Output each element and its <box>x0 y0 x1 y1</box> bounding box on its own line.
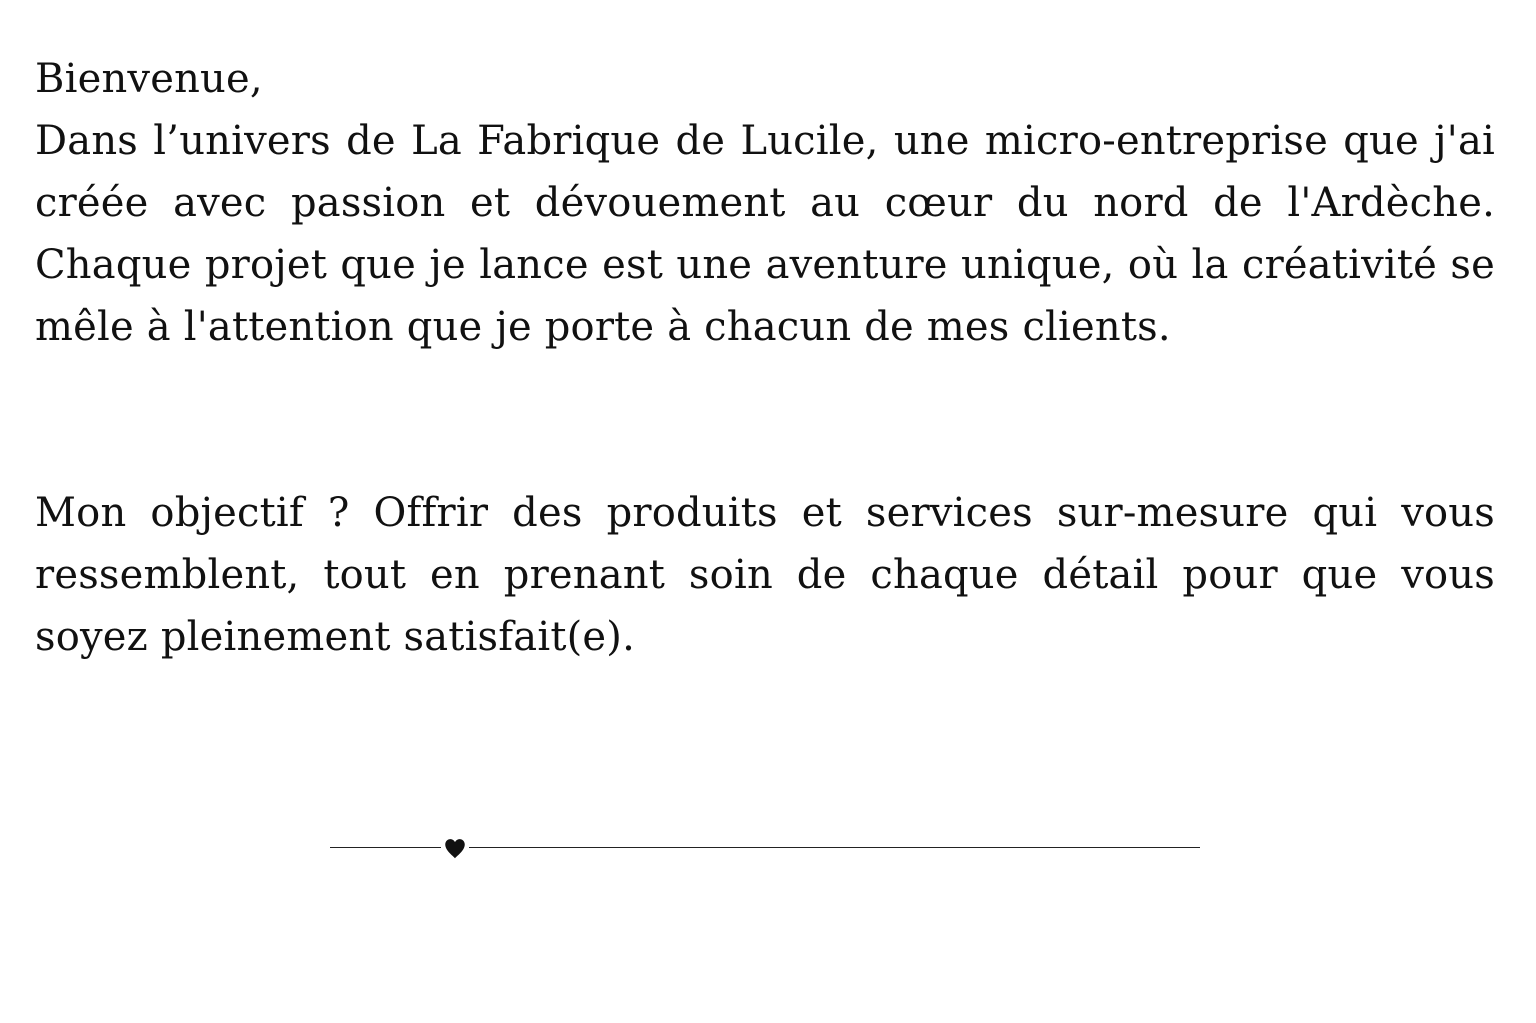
intro-paragraph <box>35 48 1495 358</box>
objective-paragraph: Mon objectif ? Offrir des produits et services sur-mesure qui vous ressemblent, tout en prenant soin de chaque détail pour que vous soyez pleinement satisfait(e). <box>35 490 1495 660</box>
greeting-text: Bienvenue, <box>35 56 263 102</box>
intro-text: Dans l’univers de La Fabrique de Lucile, une micro-entreprise que j'ai créée avec passion et dévouement au cœur du nord de l'Ardèche. Chaque projet que je lance est une aventure unique, où la créativité se mêle à l'attention que je porte à chacun de mes clients. <box>35 118 1495 350</box>
main-content <box>35 48 1495 668</box>
heart-icon <box>441 834 469 862</box>
heart-icon-graphic <box>442 835 468 861</box>
heart-divider <box>330 833 1200 863</box>
